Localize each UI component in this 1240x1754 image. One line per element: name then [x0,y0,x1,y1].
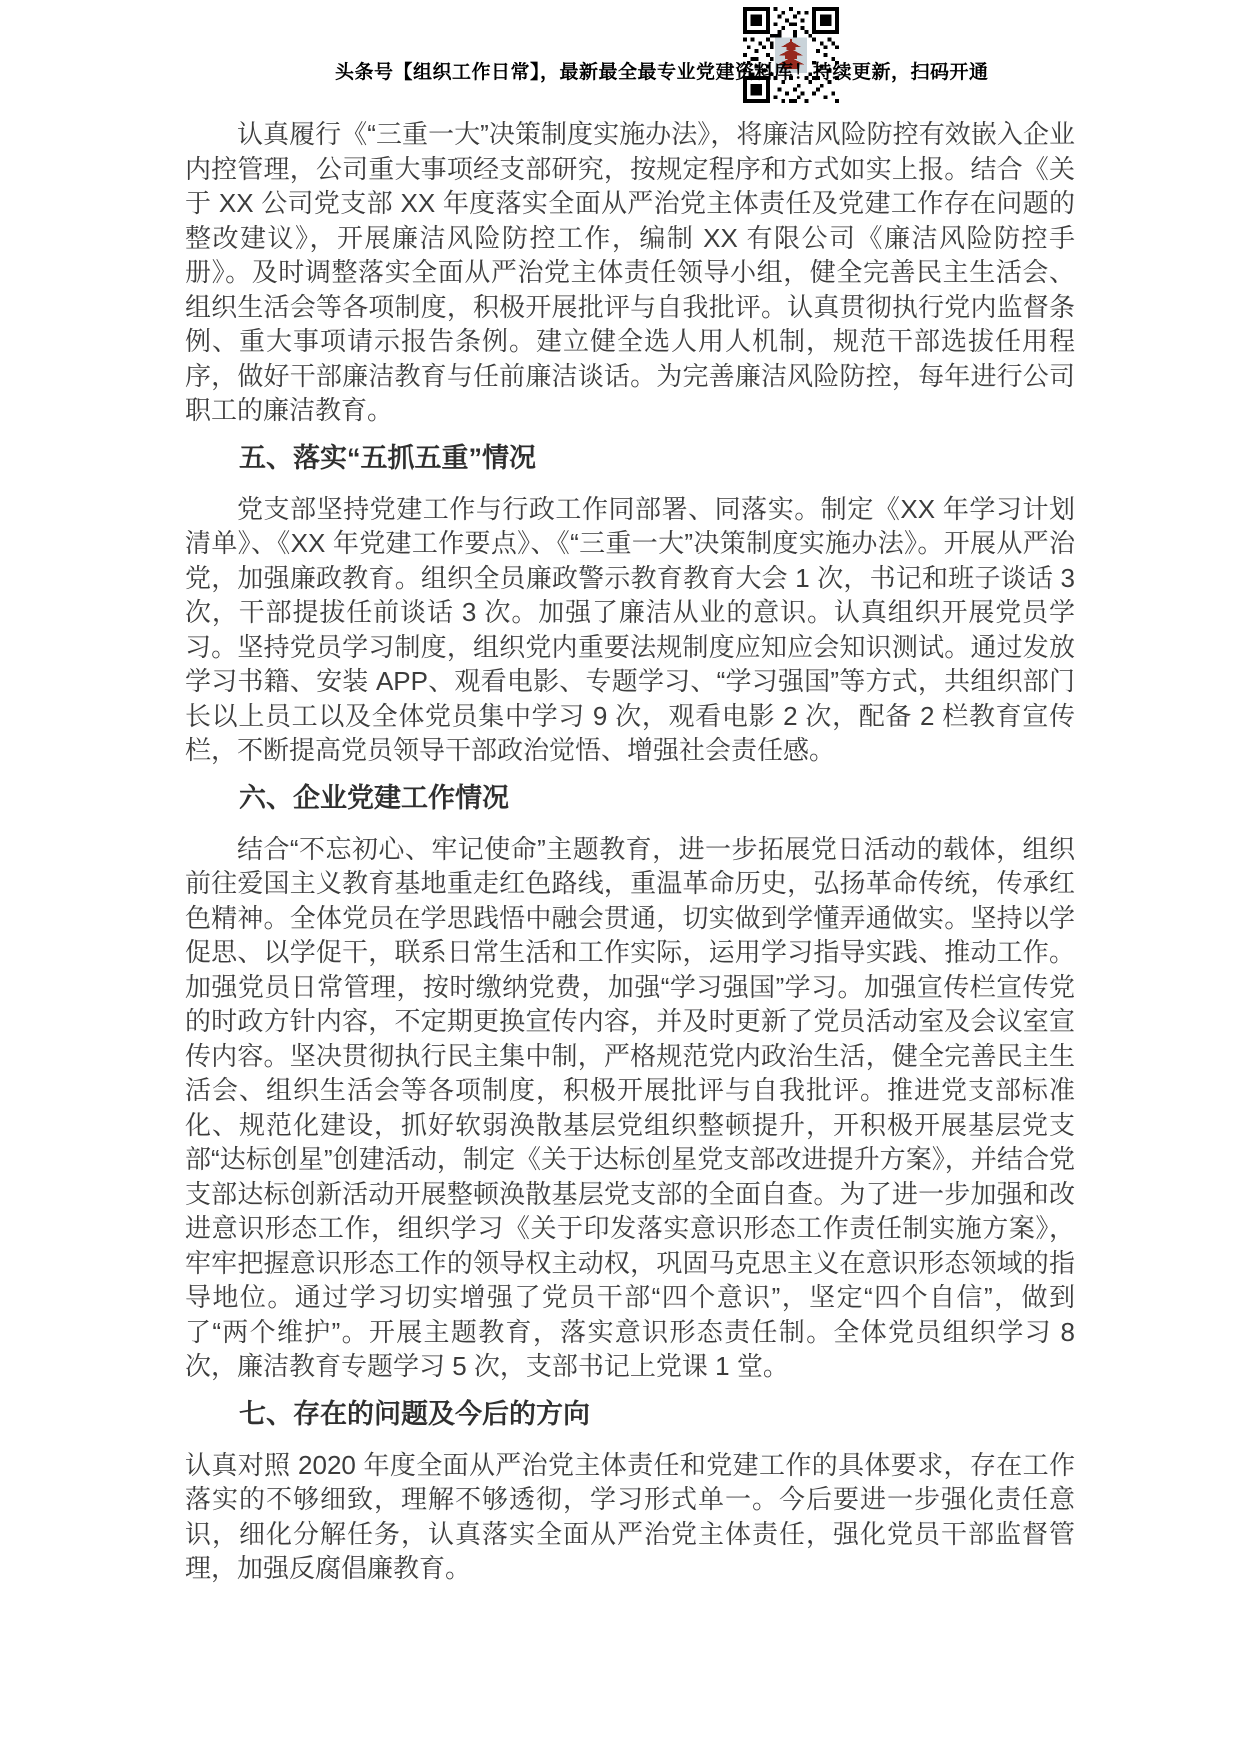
document-body [185,117,1075,1586]
section-heading-7: 七、存在的问题及今后的方向 [239,1398,590,1429]
paragraph-party-building: 结合“不忘初心、牢记使命”主题教育，进一步拓展党日活动的载体，组织前往爱国主义教育基地重走红色路线，重温革命历史，弘扬革命传统，传承红色精神。全体党员在学思践悟中融会贯通，切实做到学懂弄通做实。坚持以学促思、以学促干，联系日常生活和工作实际，运用学习指导实践、推动工作。加强党员日常管理，按时缴纳党费，加强“学习强国”学习。加强宣传栏宣传党的时政方针内容，不定期更换宣传内容，并及时更新了党员活动室及会议室宣传内容。坚决贯彻执行民主集中制，严格规范党内政治生活，健全完善民主生活会、组织生活会等各项制度，积极开展批评与自我批评。推进党支部标准化、规范化建设，抓好软弱涣散基层党组织整顿提升，开积极开展基层党支部“达标创星”创建活动，制定《关于达标创星党支部改进提升方案》，并结合党支部达标创新活动开展整顿涣散基层党支部的全面自查。为了进一步加强和改进意识形态工作，组织学习《关于印发落实意识形态工作责任制实施方案》，牢牢把握意识形态工作的领导权主动权，巩固马克思主义在意识形态领域的指导地位。通过学习切实增强了党员干部“四个意识”，坚定“四个自信”，做到了“两个维护”。开展主题教育，落实意识形态责任制。全体党员组织学习 8 次，廉洁教育专题学习 5 次，支部书记上党课 1 堂。 [185,833,1075,1381]
paragraph-problems-direction: 认真对照 2020 年度全面从严治党主体责任和党建工作的具体要求，存在工作落实的不够细致，理解不够透彻，学习形式单一。今后要进一步强化责任意识，细化分解任务，认真落实全面从严治党主体责任，强化党员干部监督管理，加强反腐倡廉教育。 [185,1449,1075,1583]
promo-banner-text: 头条号【组织工作日常】，最新最全最专业党建资料库！持续更新，扫码开通 [335,62,989,83]
paragraph-responsibility: 认真履行《“三重一大”决策制度实施办法》，将廉洁风险防控有效嵌入企业内控管理，公司重大事项经支部研究，按规定程序和方式如实上报。结合《关于 XX 公司党支部 XX 年度落实全面从严治党主体责任及党建工作存在问题的整改建议》，开展廉洁风险防控工作，编制 XX 有限公司《廉洁风险防控手册》。及时调整落实全面从严治党主体责任领导小组，健全完善民主生活会、组织生活会等各项制度，积极开展批评与自我批评。认真贯彻执行党内监督条例、重大事项请示报告条例。建立健全选人用人机制，规范干部选拔任用程序，做好干部廉洁教育与任前廉洁谈话。为完善廉洁风险防控，每年进行公司职工的廉洁教育。 [185,119,1075,425]
qr-code-icon [741,7,841,103]
paragraph-five-grasps: 党支部坚持党建工作与行政工作同部署、同落实。制定《XX 年学习计划清单》、《XX 年党建工作要点》、《“三重一大”决策制度实施办法》。开展从严治党，加强廉政教育。组织全员廉政警示教育教育大会 1 次，书记和班子谈话 3 次，干部提拔任前谈话 3 次。加强了廉洁从业的意识。认真组织开展党员学习。坚持党员学习制度，组织党内重要法规制度应知应会知识测试。通过发放学习书籍、安装 APP、观看电影、专题学习、“学习强国”等方式，共组织部门长以上员工以及全体党员集中学习 9 次，观看电影 2 次，配备 2 栏教育宣传栏，不断提高党员领导干部政治觉悟、增强社会责任感。 [185,493,1075,765]
section-heading-6: 六、企业党建工作情况 [239,782,509,813]
section-heading-5: 五、落实“五抓五重”情况 [239,442,536,473]
